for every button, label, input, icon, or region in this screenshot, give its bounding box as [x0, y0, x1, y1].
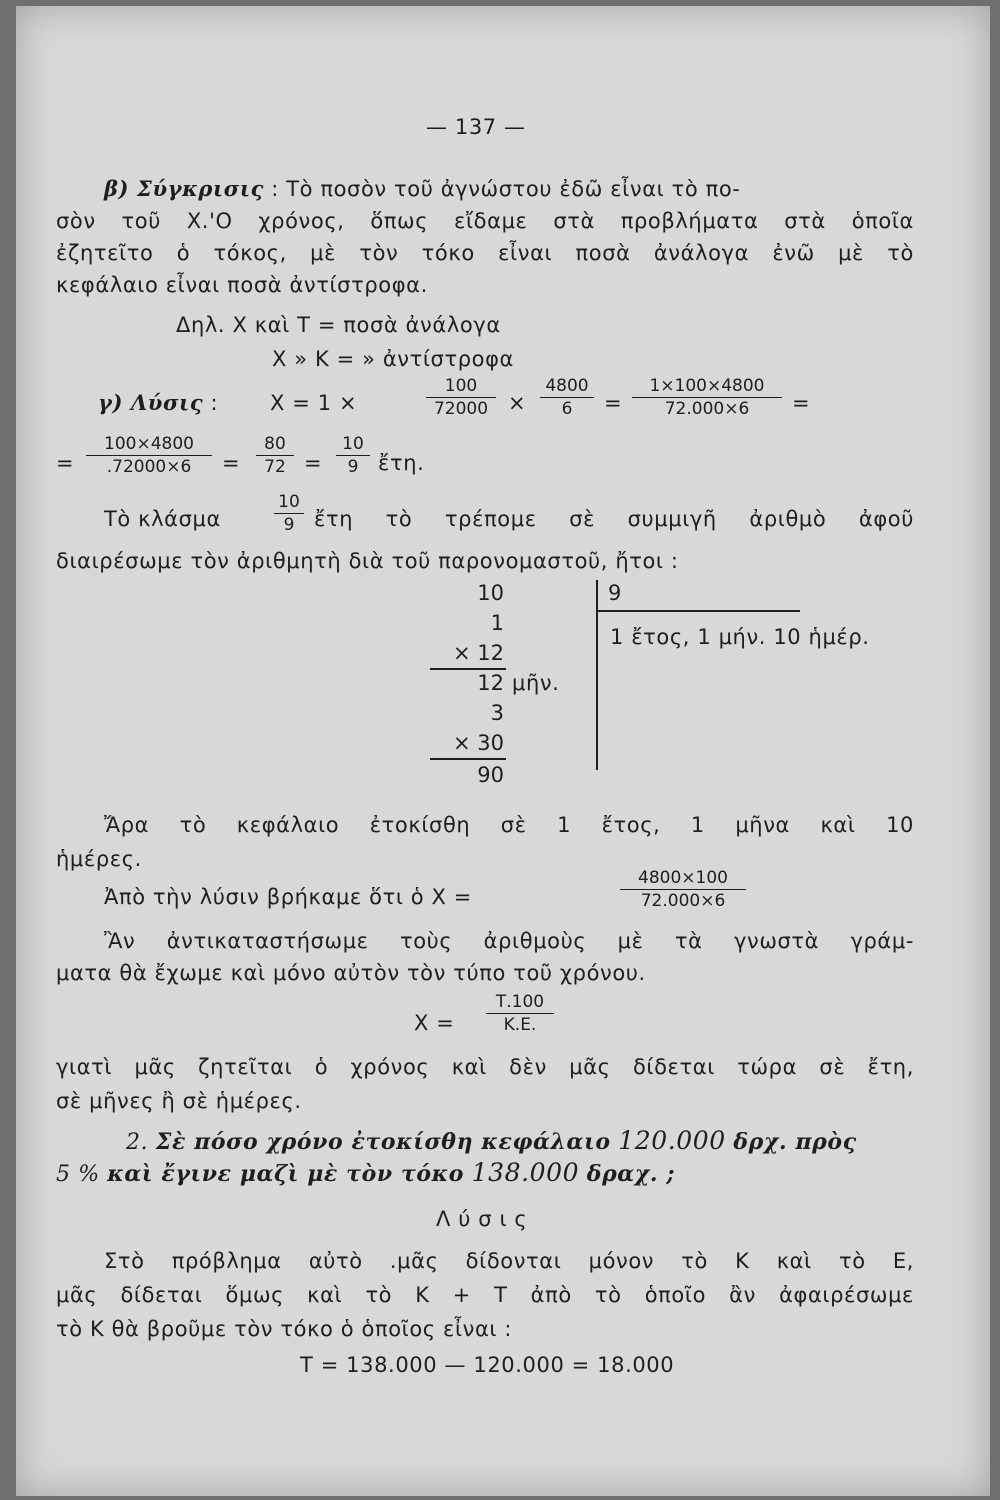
fraction-100x4800 [86, 434, 212, 477]
gamma-line-1 [98, 390, 218, 416]
equals-sign: = [304, 451, 323, 475]
equals-sign: = [604, 391, 623, 415]
fraction-numerator: Τ.100 [486, 992, 554, 1014]
fraction-denominator: 72000 [433, 399, 489, 419]
fraction-numerator: 10 [336, 434, 370, 456]
problem-2-line-1 [126, 1128, 857, 1156]
fraction-denominator: 6 [561, 399, 573, 419]
fraction-denominator: 72 [264, 457, 286, 477]
fraction-denominator: 72.000×6 [640, 891, 726, 911]
fraction-4800-6 [540, 376, 594, 419]
fraction-denominator: Κ.Ε. [503, 1015, 537, 1035]
beta-line-2: σὸν τοῦ Χ.'Ο χρόνος, ὅπως εἴδαμε στὰ προβλήματα στὰ ὁποῖα [56, 209, 914, 233]
division-months-value: 12 [477, 671, 504, 695]
giati-line-1: γιατὶ μᾶς ζητεῖται ὁ χρόνος καὶ δὲν μᾶς δίδεται τώρα σὲ ἔτη, [56, 1055, 914, 1079]
fraction-numerator: 1×100×4800 [632, 376, 782, 398]
beta-line-1 [104, 176, 914, 202]
fraction-denominator: 72.000×6 [664, 399, 750, 419]
an-line-1: Ἂν ἀντικαταστήσωμε τοὺς ἀριθμοὺς μὲ τὰ γνωστὰ γράμ- [104, 929, 914, 953]
beta-line-1-text: : Τὸ ποσὸν τοῦ ἀγνώστου ἐδῶ εἶναι τὸ πο- [271, 177, 741, 201]
division-months-unit: μῆν. [512, 671, 560, 695]
beta-line-3: ἐζητεῖτο ὁ τόκος, μὲ τὸν τόκο εἶναι ποσὰ ἀνάλογα ἐνῶ μὲ τὸ [56, 241, 914, 265]
problem-text-c: καὶ ἔγινε μαζὶ μὲ τὸν τόκο [107, 1161, 465, 1187]
fraction-numerator: 10 [274, 492, 304, 514]
sol-line-1: Στὸ πρόβλημα αὐτὸ .μᾶς δίδονται μόνον τὸ Κ καὶ τὸ Ε, [104, 1249, 914, 1273]
fraction-80-72 [256, 434, 294, 477]
fraction-denominator: 9 [283, 515, 295, 535]
division-quotient: 1 ἔτος, 1 μήν. 10 ἡμέρ. [610, 625, 870, 649]
sol-line-3: τὸ Κ θὰ βροῦμε τὸν τόκο ὁ ὁποῖος εἶναι : [56, 1317, 513, 1341]
fraction-10-9-klasma [274, 492, 304, 535]
beta-line-4: κεφάλαιο εἶναι ποσὰ ἀντίστροφα. [56, 273, 428, 297]
division-horizontal-line [596, 610, 800, 612]
equals-sign: = [792, 391, 811, 415]
fraction-numerator: 80 [256, 434, 294, 456]
gamma-expr-start: Χ = 1 × [270, 391, 358, 415]
fraction-numerator: 4800 [540, 376, 594, 398]
division-dividend: 10 [477, 581, 504, 605]
problem-amount-2: 138.000 [471, 1158, 580, 1187]
fraction-4800x100 [620, 868, 746, 911]
division-divisor: 9 [608, 581, 622, 605]
fraction-10-9 [336, 434, 370, 477]
problem-text-a: Σὲ πόσο χρόνο ἐτοκίσθη κεφάλαιο [155, 1129, 611, 1155]
formula-lhs: Χ = [414, 1011, 455, 1035]
klasma-line-2: διαιρέσωμε τὸν ἀριθμητὴ διὰ τοῦ παρονομαστοῦ, ἤτοι : [56, 549, 679, 573]
sol-line-2: μᾶς δίδεται ὅμως καὶ τὸ Κ + Τ ἀπὸ τὸ ὁποῖο ἂν ἀφαιρέσωμε [56, 1283, 914, 1307]
fraction-numerator: 4800×100 [620, 868, 746, 890]
gamma-colon: : [210, 391, 219, 415]
ara-line-1: Ἄρα τὸ κεφάλαιο ἐτοκίσθη σὲ 1 ἔτος, 1 μῆνα καὶ 10 [104, 813, 914, 837]
fraction-denominator: .72000×6 [106, 457, 192, 477]
book-page [16, 6, 990, 1496]
problem-text-b: δρχ. πρὸς [733, 1129, 857, 1155]
problem-amount-1: 120.000 [618, 1126, 726, 1155]
eti-word: ἔτη. [378, 451, 425, 475]
fraction-100-72000 [426, 376, 496, 419]
lysis-heading: Λ ύ σ ι ς [436, 1207, 528, 1231]
apo-text: Ἀπὸ τὴν λύσιν βρήκαμε ὅτι ὁ Χ = [104, 885, 472, 909]
division-multiply-12: × 12 [453, 641, 504, 665]
problem-text-d: δραχ. ; [586, 1161, 676, 1187]
sol-equation: Τ = 138.000 — 120.000 = 18.000 [300, 1353, 675, 1377]
fraction-1x100x4800 [632, 376, 782, 419]
problem-2-line-2 [56, 1160, 675, 1188]
fraction-numerator: 100×4800 [86, 434, 212, 456]
klasma-before: Τὸ κλάσμα [104, 507, 221, 531]
dil-line-2: Χ » Κ = » ἀντίστροφα [272, 347, 514, 371]
division-vertical-line [596, 580, 598, 770]
division-days-value: 90 [477, 763, 504, 787]
division-remainder-3: 3 [490, 701, 504, 725]
times-sign: × [508, 391, 527, 415]
fraction-denominator: 9 [347, 457, 359, 477]
gamma-heading: γ) Λύσις [98, 390, 204, 415]
division-rule-2 [430, 758, 506, 760]
division-multiply-30: × 30 [453, 731, 504, 755]
equals-sign: = [56, 451, 75, 475]
division-remainder-1: 1 [490, 611, 504, 635]
fraction-numerator: 100 [426, 376, 496, 398]
equals-sign: = [222, 451, 241, 475]
beta-heading: β) Σύγκρισις [104, 176, 264, 201]
problem-rate: 5 % [56, 1162, 100, 1187]
ara-line-2: ἡμέρες. [56, 847, 142, 871]
dil-line-1: Δηλ. Χ καὶ Τ = ποσὰ ἀνάλογα [176, 313, 501, 337]
page-number: — 137 — [426, 115, 526, 139]
giati-line-2: σὲ μῆνες ἢ σὲ ἡμέρες. [56, 1089, 302, 1113]
an-line-2: ματα θὰ ἔχωμε καὶ μόνο αὐτὸν τὸν τύπο τοῦ χρόνου. [56, 961, 646, 985]
problem-number: 2. [126, 1130, 149, 1155]
fraction-T100-KE [486, 992, 554, 1035]
klasma-after: ἔτη τὸ τρέπομε σὲ συμμιγῆ ἀριθμὸ ἀφοῦ [314, 507, 914, 531]
